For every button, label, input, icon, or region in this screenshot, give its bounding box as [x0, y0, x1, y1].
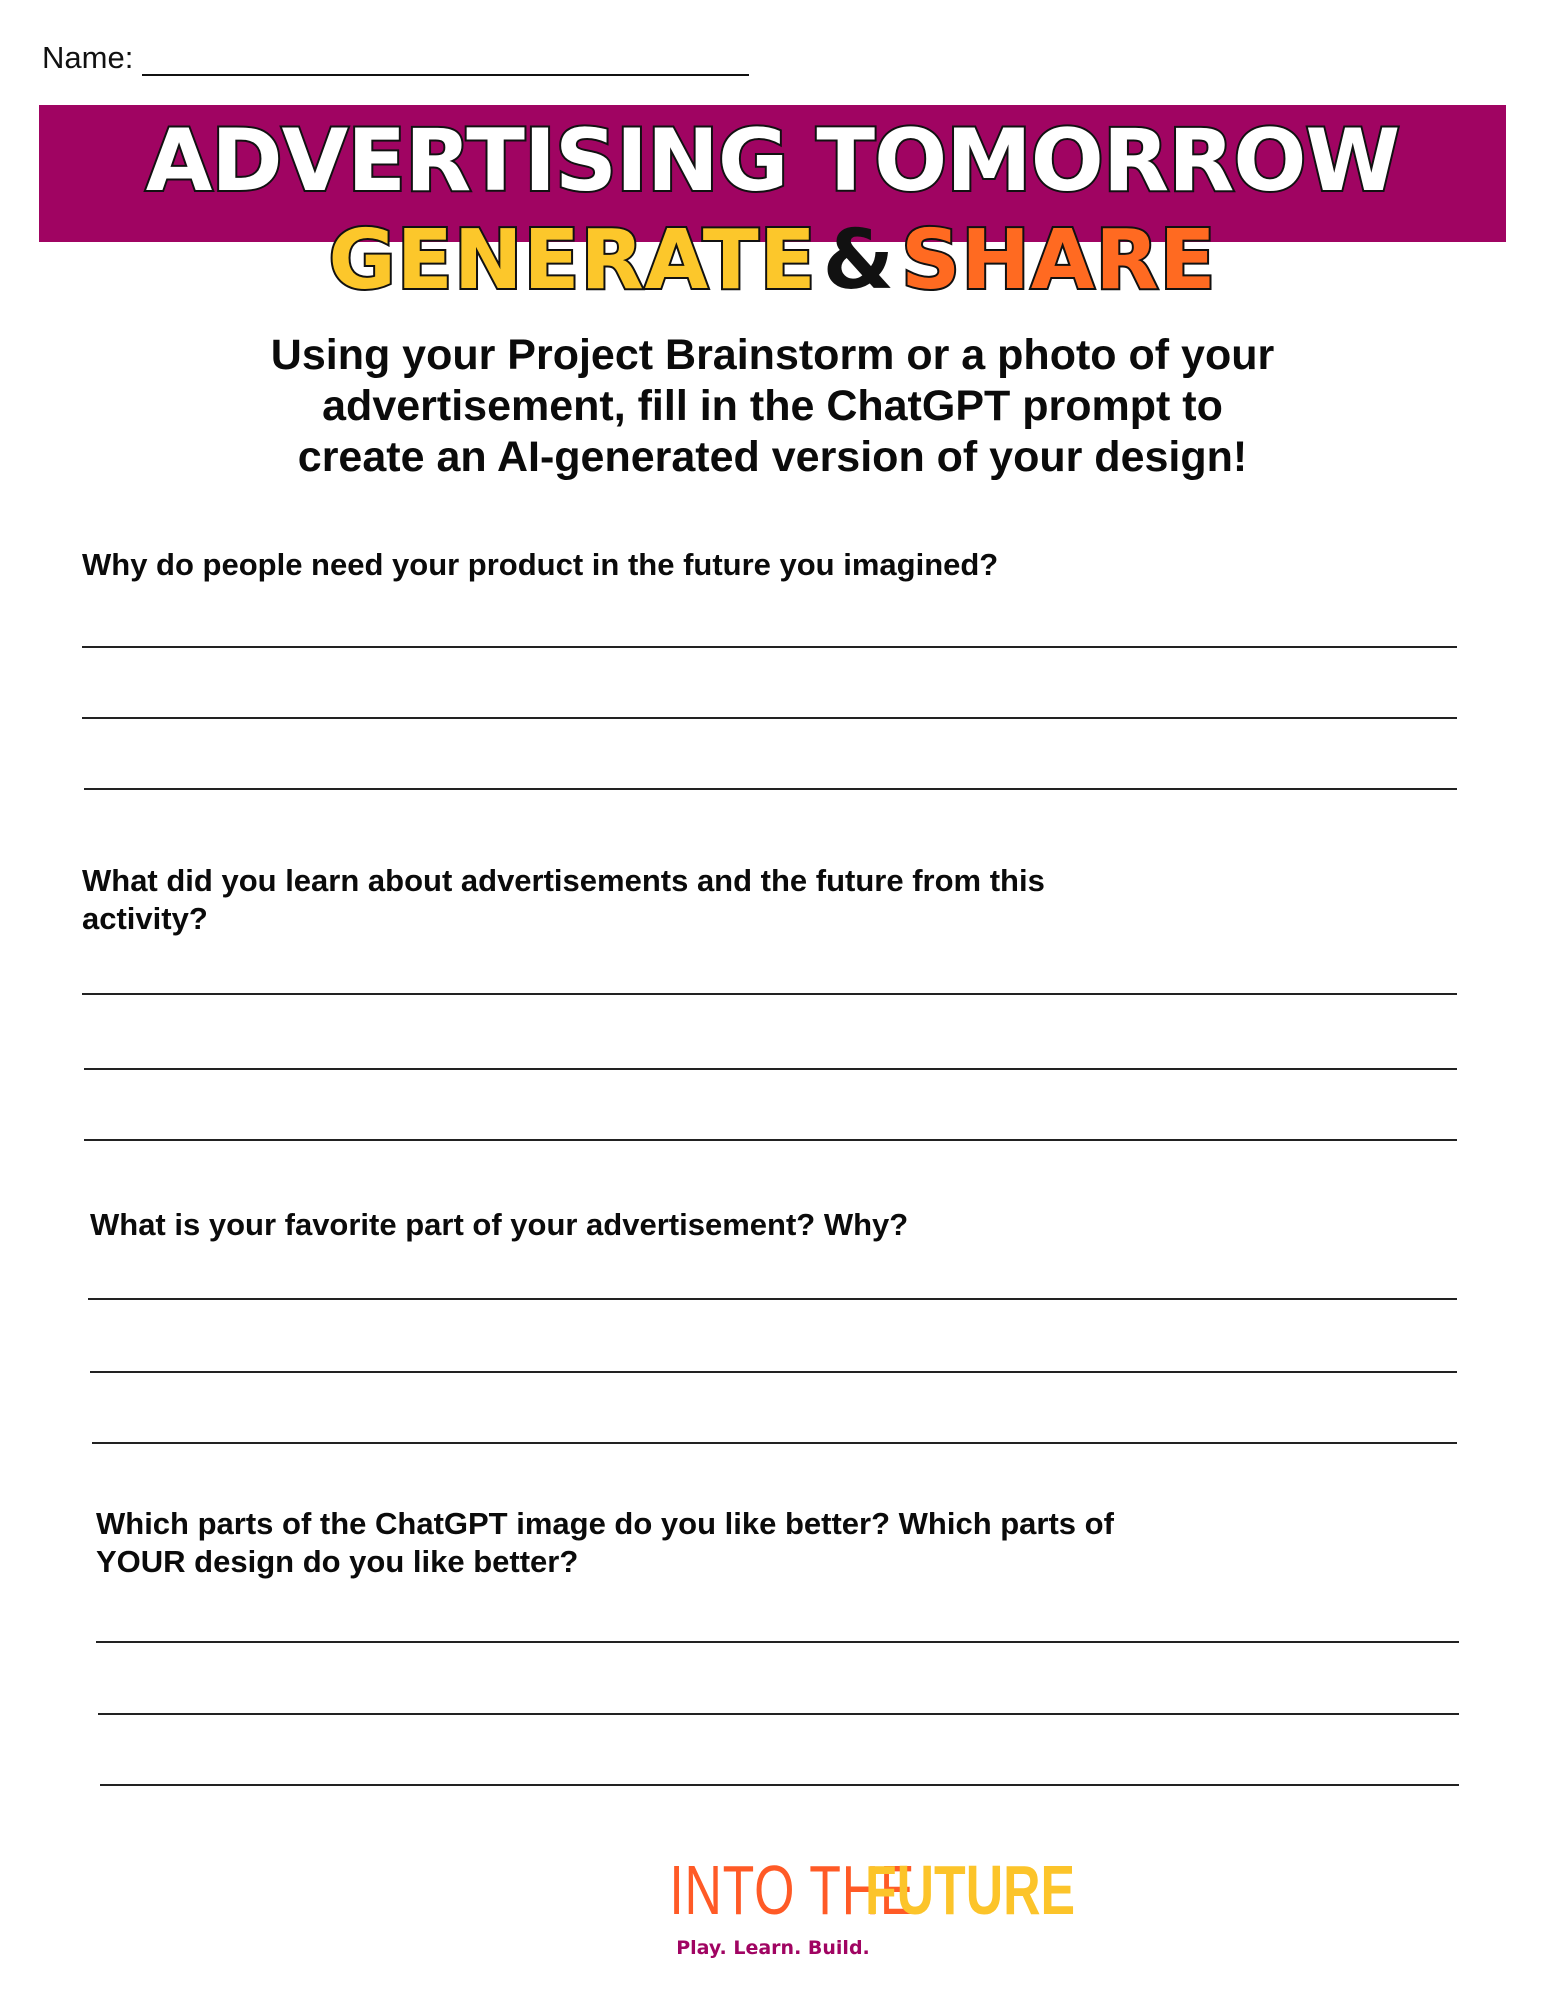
answer-line-3-1[interactable]: [88, 1298, 1457, 1300]
answer-line-4-3[interactable]: [100, 1784, 1459, 1786]
page-title: ADVERTISING TOMORROW: [145, 111, 1400, 211]
question-text: What is your favorite part of your advertisement? Why?: [90, 1207, 909, 1242]
question-2: [82, 862, 1462, 938]
logo-into-the: INTO THE: [669, 1851, 916, 1929]
subtitle-share: SHARE: [901, 213, 1217, 308]
question-text: Why do people need your product in the future you imagined?: [82, 547, 999, 582]
answer-line-2-2[interactable]: [84, 1068, 1457, 1070]
answer-line-1-1[interactable]: [82, 646, 1457, 648]
subtitle-ampersand: &: [822, 213, 896, 308]
answer-line-3-2[interactable]: [90, 1371, 1457, 1373]
intro-line: Using your Project Brainstorm or a photo of your: [270, 331, 1275, 379]
answer-line-2-3[interactable]: [84, 1139, 1457, 1141]
into-the-future-logo: [583, 1851, 1076, 1929]
subtitle-generate: GENERATE: [328, 213, 817, 308]
page-subtitle: [39, 213, 1506, 308]
answer-line-2-1[interactable]: [82, 993, 1457, 995]
answer-line-1-2[interactable]: [82, 717, 1457, 719]
question-text: YOUR design do you like better?: [96, 1544, 579, 1579]
name-label: Name:: [42, 40, 134, 75]
name-input-line[interactable]: [142, 74, 749, 76]
answer-line-4-1[interactable]: [96, 1641, 1459, 1643]
answer-line-3-3[interactable]: [92, 1442, 1457, 1444]
intro-instructions: [150, 330, 1395, 483]
question-text: What did you learn about advertisements and the future from this: [82, 863, 1045, 898]
logo-future: FUTURE: [865, 1851, 1076, 1929]
name-field[interactable]: [42, 38, 762, 82]
question-text: activity?: [82, 901, 208, 936]
question-text: Which parts of the ChatGPT image do you like better? Which parts of: [96, 1506, 1114, 1541]
intro-line: create an AI-generated version of your design!: [297, 433, 1248, 481]
question-4: [96, 1505, 1476, 1581]
tagline: Play. Learn. Build.: [676, 1937, 870, 1959]
intro-line: advertisement, fill in the ChatGPT prompt to: [322, 382, 1223, 430]
answer-line-4-2[interactable]: [98, 1713, 1459, 1715]
question-3: [90, 1206, 1470, 1244]
question-1: [82, 546, 1462, 584]
answer-line-1-3[interactable]: [84, 788, 1457, 790]
